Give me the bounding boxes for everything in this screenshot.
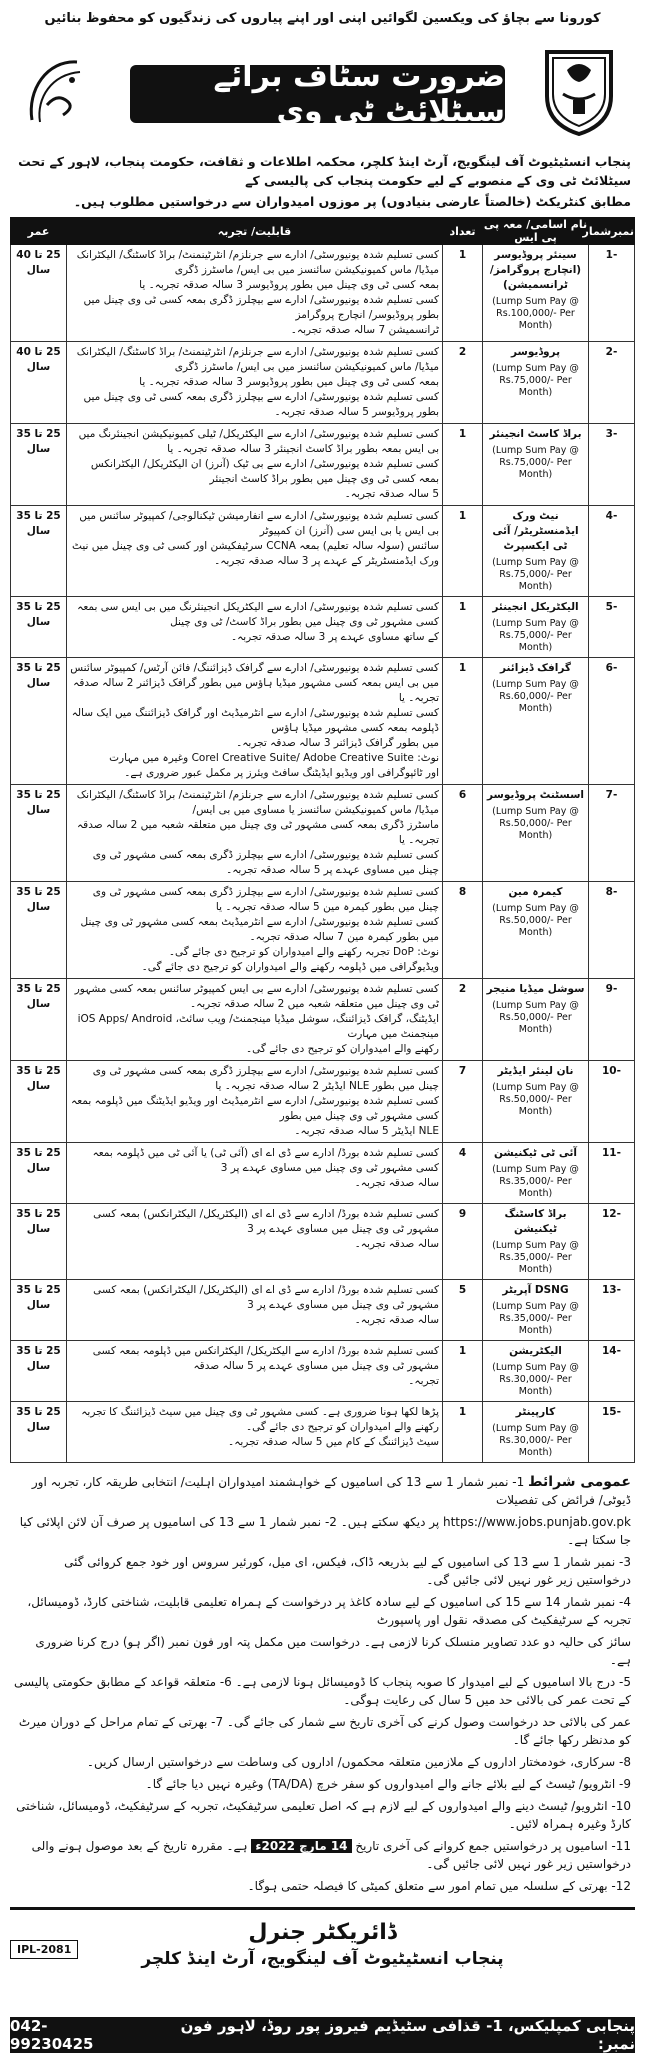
- deadline-date: 14 مارچ 2022ء: [251, 1839, 351, 1853]
- qualification-line: بمعہ کسی ٹی وی چینل میں بطور پروڈیوسر 3 سالہ صدقہ تجربہ۔ یا: [139, 279, 439, 291]
- table-row: [11, 1402, 635, 1463]
- cell-qualification: [67, 1280, 443, 1341]
- qualification-line: کسی تسلیم شدہ یونیورسٹی/ ادارے سے الیکٹریکل/ ٹیلی کمیونیکیشن انجینئرنگ میں بی ایس بمعہ بطور براڈ کاسٹ انجینئر 3 سالہ صدقہ تجربہ۔ یا: [78, 428, 439, 455]
- cell-count: 8: [443, 882, 483, 979]
- qualification-line: کسی تسلیم شدہ یونیورسٹی/ ادارے سے بیچلرز ڈگری بمعہ کسی مشہور ٹی وی چینل میں بطور NLE ایڈیٹر 2 سالہ صدقہ تجربہ۔ یا: [92, 1065, 439, 1092]
- cell-post: [483, 1061, 589, 1143]
- address-bar: [10, 2017, 635, 2053]
- cell-post: [483, 597, 589, 658]
- post-name: DSNG آپریٹر: [502, 1284, 569, 1296]
- header: [10, 30, 635, 150]
- post-pay: (Lump Sum Pay @ Rs.35,000/- Per Month): [492, 1164, 579, 1199]
- qualification-line: پڑھا لکھا ہونا ضروری ہے۔ کسی مشہور ٹی وی چینل میں سیٹ ڈیزائننگ کا تجربہ رکھنے والے امیدواران کو ترجیح دی جائے گی۔: [81, 1406, 439, 1433]
- cell-age: 25 تا 35 سال: [11, 424, 67, 506]
- intro-line: پنجاب انسٹیٹیوٹ آف لینگویج، آرٹ اینڈ کلچر، محکمہ اطلاعات و ثقافت، حکومت پنجاب، لاہور کے تحت سیٹلائٹ ٹی وی کے منصوبے کے لیے حکومت پنجاب کی پالیسی کے: [18, 154, 631, 188]
- cell-count: 1: [443, 1341, 483, 1402]
- cell-post: [483, 1402, 589, 1463]
- qualification-line: کسی تسلیم شدہ یونیورسٹی/ ادارے سے الیکٹریکل انجینئرنگ میں بی ایس سی بمعہ کسی مشہور ٹی وی چینل میں بطور براڈ کاسٹ/ ٹی وی چینل: [77, 601, 439, 628]
- cell-post: [483, 245, 589, 342]
- post-name: نیٹ ورک ایڈمنسٹریٹر/ آئی ٹی ایکسپرٹ: [492, 510, 579, 552]
- header-post: نام اسامی/ معہ پی پی ایس: [483, 218, 588, 244]
- general-conditions: [10, 1473, 635, 1895]
- post-name: براڈ کاسٹنگ ٹیکنیشن: [504, 1208, 567, 1235]
- deadline-prefix: 11- اسامیوں پر درخواستیں جمع کروانے کی آخری تاریخ: [355, 1839, 631, 1853]
- qualification-line: کسی تسلیم شدہ یونیورسٹی/ ادارے سے انٹرمیڈیٹ اور گرافک ڈیزائننگ میں ایک سالہ ڈپلومہ بمعہ کسی مشہور میڈیا ہاؤس: [71, 707, 439, 734]
- table-row: [11, 658, 635, 785]
- cell-qualification: [67, 785, 443, 882]
- cell-age: 25 تا 35 سال: [11, 979, 67, 1061]
- cell-no: -4: [589, 506, 635, 597]
- cell-count: 1: [443, 245, 483, 342]
- cell-no: -10: [589, 1061, 635, 1143]
- table-row: [11, 342, 635, 424]
- table-row: [11, 506, 635, 597]
- qualification-line: ٹرانسمیشن 7 سالہ صدقہ تجربہ۔: [290, 324, 439, 336]
- cell-post: [483, 424, 589, 506]
- general-heading: عمومی شرائط: [528, 1474, 631, 1490]
- qualification-line: کسی تسلیم شدہ بورڈ/ ادارے سے ڈی اے ای (آئی ٹی) یا آئی ٹی میں ڈپلومہ بمعہ کسی مشہور ٹی وی چینل میں مساوی عہدے پر 3: [92, 1147, 439, 1174]
- qualification-line: کسی تسلیم شدہ یونیورسٹی/ ادارے سے انٹرمیڈیٹ اور ویڈیو ایڈیٹنگ میں ڈپلومہ بمعہ کسی مشہور ٹی وی چینل میں بطور: [71, 1095, 439, 1122]
- qualification-line: کسی تسلیم شدہ یونیورسٹی/ ادارے سے بیچلرز ڈگری بمعہ کسی مشہور ٹی وی چینل میں بطور کیمرہ مین 5 سالہ صدقہ تجربہ۔ یا: [92, 886, 439, 913]
- table-row: [11, 1341, 635, 1402]
- qualification-line: ویڈیوگرافی میں ڈپلومہ رکھنے والے امیدواران کو ترجیح دی جائے گی۔: [141, 961, 439, 973]
- qualification-line: تجربہ۔: [408, 1375, 439, 1387]
- cell-age: 25 تا 35 سال: [11, 597, 67, 658]
- qualification-line: کسی تسلیم شدہ بورڈ/ ادارے سے ڈی اے ای (الیکٹریکل/ الیکٹرانکس) بمعہ کسی مشہور ٹی وی چینل میں مساوی عہدے پر 3: [93, 1208, 439, 1235]
- qualification-line: سالہ صدقہ تجربہ۔: [354, 1238, 439, 1250]
- cell-no: -13: [589, 1280, 635, 1341]
- post-name: الیکٹریکل انجینئر: [492, 601, 579, 613]
- post-pay: (Lump Sum Pay @ Rs.30,000/- Per Month): [492, 1362, 579, 1397]
- intro-line: مطابق کنٹریکٹ (خالصتاً عارضی بنیادوں) پر موزوں امیدواران سے درخواستیں مطلوب ہیں۔: [73, 194, 631, 209]
- header-qualification: قابلیت/ تجربہ: [67, 218, 443, 245]
- qualification-line: کسی تسلیم شدہ یونیورسٹی/ ادارے سے گرافک ڈیزائننگ/ فائن آرٹس/ کمپیوٹر سائنس میں بی ایس بمعہ کسی مشہور میڈیا ہاؤس میں بطور گرافک ڈیزائنر 2 سالہ صدقہ تجربہ۔ یا: [70, 662, 439, 704]
- post-pay: (Lump Sum Pay @ Rs.50,000/- Per Month): [492, 806, 579, 841]
- cell-qualification: [67, 1143, 443, 1204]
- general-item: 10- انٹرویو/ ٹیسٹ دینے والے امیدواروں کے لیے لازم ہے کہ اصل تعلیمی سرٹیفکیٹ، تجربہ کے سرٹیفکیٹ، ڈومیسائل، شناختی کارڈ وغیرہ ہمراہ لائیں۔: [16, 1799, 631, 1831]
- cell-age: 25 تا 35 سال: [11, 1061, 67, 1143]
- post-pay: (Lump Sum Pay @ Rs.50,000/- Per Month): [492, 903, 579, 938]
- cell-qualification: [67, 1341, 443, 1402]
- post-pay: (Lump Sum Pay @ Rs.50,000/- Per Month): [492, 1000, 579, 1035]
- post-name: سینئر پروڈیوسر (انچارج پروگرامز/ ٹرانسمیشن): [489, 249, 582, 291]
- cell-age: 25 تا 35 سال: [11, 658, 67, 785]
- post-name: کیمرہ مین: [508, 886, 563, 898]
- qualification-line: رکھنے والے امیدواران کو ترجیح دی جائے گی۔: [246, 1043, 439, 1055]
- cell-no: -2: [589, 342, 635, 424]
- qualification-line: کسی تسلیم شدہ بورڈ/ ادارے سے ڈی اے ای (الیکٹریکل/ الیکٹرانکس) بمعہ کسی مشہور ٹی وی چینل میں مساوی عہدے پر 3: [93, 1284, 439, 1311]
- qualification-line: بمعہ کسی ٹی وی چینل میں بطور پروڈیوسر 3 سالہ صدقہ تجربہ۔ یا: [139, 376, 439, 388]
- post-pay: (Lump Sum Pay @ Rs.75,000/- Per Month): [492, 363, 579, 398]
- post-name: کارپینٹر: [515, 1406, 556, 1418]
- qualification-line: سائنس (سولہ سالہ تعلیم) بمعہ CCNA سرٹیفکیشن اور کسی ٹی وی چینل میں نیٹ ورک ایڈمنسٹریٹر کے عہدے پر 3 سالہ صدقہ تجربہ۔: [72, 540, 439, 567]
- qualification-line: میں بطور گرافک ڈیزائنر 3 سالہ صدقہ تجربہ۔: [236, 737, 439, 749]
- cell-no: -6: [589, 658, 635, 785]
- qualification-line: کسی تسلیم شدہ یونیورسٹی/ ادارے سے انفارمیشن ٹیکنالوجی/ کمپیوٹر سائنس میں بی ایس یا بی ایس سی (آنرز) ان کمپیوٹر: [79, 510, 439, 537]
- cell-age: 25 تا 35 سال: [11, 1143, 67, 1204]
- qualification-line: کسی تسلیم شدہ یونیورسٹی/ ادارے سے انٹرمیڈیٹ بمعہ کسی مشہور ٹی وی چینل میں بطور کیمرہ مین 7 سالہ صدقہ تجربہ۔: [80, 916, 439, 943]
- cell-count: 1: [443, 424, 483, 506]
- cell-qualification: [67, 245, 443, 342]
- table-row: [11, 597, 635, 658]
- cell-no: -8: [589, 882, 635, 979]
- qualification-line: ایڈیٹنگ، گرافک ڈیزائننگ، سوشل میڈیا مینجمنٹ/ ویب سائٹ، iOS Apps/ Android مینجمنٹ میں مہارت: [77, 1013, 439, 1040]
- punjab-government-seal-icon: [537, 40, 621, 136]
- cell-post: [483, 1204, 589, 1280]
- general-item: 8- سرکاری، خودمختار اداروں کے ملازمین متعلقہ محکموں/ اداروں کی وساطت سے درخواستیں ارسال کریں۔: [86, 1755, 631, 1769]
- cell-post: [483, 1341, 589, 1402]
- cell-qualification: [67, 424, 443, 506]
- post-pay: (Lump Sum Pay @ Rs.75,000/- Per Month): [492, 557, 579, 592]
- table-row: [11, 785, 635, 882]
- qualification-line: سالہ صدقہ تجربہ۔: [354, 1314, 439, 1326]
- cell-count: 1: [443, 506, 483, 597]
- table-row: [11, 1143, 635, 1204]
- qualification-line: کسی تسلیم شدہ بورڈ/ ادارے سے الیکٹریکل/ الیکٹرانکس میں ڈپلومہ بمعہ کسی مشہور ٹی وی چینل میں مساوی عہدے پر 5 سالہ صدقہ: [92, 1345, 439, 1372]
- qualification-line: کسی تسلیم شدہ یونیورسٹی/ ادارے سے جرنلزم/ انٹرٹینمنٹ/ براڈ کاسٹنگ/ الیکٹرانک میڈیا/ ماس کمیونیکیشن سائنسز یا مساوی میں بی ایس/: [76, 789, 439, 816]
- cell-no: -5: [589, 597, 635, 658]
- table-row: [11, 1280, 635, 1341]
- cell-qualification: [67, 1204, 443, 1280]
- post-name: سوشل میڈیا منیجر: [486, 983, 585, 995]
- general-item: 9- انٹرویو/ ٹیسٹ کے لیے بلائے جانے والے امیدواروں کو سفر خرچ (TA/DA) وغیرہ نہیں دیا جائے گا۔: [145, 1777, 631, 1791]
- pilac-logo-icon: [22, 50, 92, 130]
- cell-no: -7: [589, 785, 635, 882]
- institute-name: پنجاب انسٹیٹیوٹ آف لینگویج، آرٹ اینڈ کلچر: [141, 1949, 504, 1969]
- cell-age: 25 تا 35 سال: [11, 506, 67, 597]
- post-name: الیکٹریشن: [509, 1345, 562, 1357]
- post-name: پروڈیوسر: [510, 346, 561, 358]
- cell-age: 25 تا 35 سال: [11, 1402, 67, 1463]
- post-name: گرافک ڈیزائنر: [499, 662, 572, 674]
- cell-post: [483, 342, 589, 424]
- jobs-table-body: [11, 245, 635, 1463]
- covid-banner: کورونا سے بچاؤ کی ویکسین لگوائیں اپنی اور اپنے پیاروں کی زندگیوں کو محفوظ بنائیں: [44, 11, 601, 26]
- cell-post: [483, 658, 589, 785]
- cell-count: 1: [443, 597, 483, 658]
- cell-count: 5: [443, 1280, 483, 1341]
- jobs-table: [10, 217, 635, 1463]
- qualification-line: کسی تسلیم شدہ یونیورسٹی/ ادارے سے جرنلزم/ انٹرٹینمنٹ/ براڈ کاسٹنگ/ الیکٹرانک میڈیا/ ماس کمیونیکیشن سائنسز میں بی ایس/ ماسٹرز ڈگری: [76, 249, 439, 276]
- qualification-line: 5 سالہ صدقہ تجربہ۔: [344, 488, 439, 500]
- cell-post: [483, 506, 589, 597]
- cell-age: 25 تا 40 سال: [11, 342, 67, 424]
- table-row: [11, 424, 635, 506]
- post-name: آئی ٹی ٹیکنیشن: [493, 1147, 578, 1159]
- cell-no: -14: [589, 1341, 635, 1402]
- cell-count: 6: [443, 785, 483, 882]
- general-item: 5- درج بالا اسامیوں کے لیے امیدوار کا صوبہ پنجاب کا ڈومیسائل ہونا لازمی ہے۔ 6- متعلقہ قواعد کے مطابق حکومتی پالیسی کے تحت عمر کی بالائی حد میں 5 سال کی رعایت ہوگی۔: [14, 1675, 631, 1707]
- header-age: عمر: [11, 218, 67, 245]
- cell-post: [483, 979, 589, 1061]
- phone-number: 042-99230425: [10, 2017, 94, 2053]
- cell-no: -15: [589, 1402, 635, 1463]
- general-item: 3- نمبر شمار 1 سے 13 کی اسامیوں کے لیے بذریعہ ڈاک، فیکس، ای میل، کورئیر سروس اور خود جمع کروائی گئی درخواستیں زیر غور نہیں لائی جائیں گی۔: [64, 1555, 631, 1587]
- cell-qualification: [67, 1402, 443, 1463]
- header-no: نمبرشمار: [589, 218, 635, 245]
- post-pay: (Lump Sum Pay @ Rs.50,000/- Per Month): [492, 1082, 579, 1117]
- cell-age: 25 تا 35 سال: [11, 1204, 67, 1280]
- cell-no: -12: [589, 1204, 635, 1280]
- post-pay: (Lump Sum Pay @ Rs.75,000/- Per Month): [492, 618, 579, 653]
- qualification-line: کے ساتھ مساوی عہدے پر 3 سالہ صدقہ تجربہ۔: [230, 631, 439, 643]
- post-pay: (Lump Sum Pay @ Rs.100,000/- Per Month): [492, 296, 579, 331]
- general-item: سائز کی حالیہ دو عدد تصاویر منسلک کرنا لازمی ہے۔ درخواست میں مکمل پتہ اور فون نمبر (اگر ہو) درج کرنا ضروری ہے۔: [35, 1635, 631, 1667]
- qualification-line: کسی تسلیم شدہ یونیورسٹی/ ادارے سے بیچلرز ڈگری بمعہ کسی ٹی وی چینل میں بطور پروڈیوسر 5 سالہ صدقہ تجربہ۔: [83, 391, 439, 418]
- cell-count: 2: [443, 979, 483, 1061]
- address-text: پنجابی کمپلیکس، 1- قذافی سٹیڈیم فیروز پور روڈ، لاہور فون نمبر:: [180, 2017, 635, 2053]
- page-title: ضرورت سٹاف برائے سیٹلائٹ ٹی وی: [130, 65, 505, 123]
- cell-post: [483, 1280, 589, 1341]
- table-row: [11, 882, 635, 979]
- qualification-line: کسی تسلیم شدہ یونیورسٹی/ ادارے سے بی ایس کمپیوٹر سائنس بمعہ کسی مشہور ٹی وی چینل میں متعلقہ شعبہ میں 2 سالہ صدقہ تجربہ۔: [74, 983, 439, 1010]
- cell-qualification: [67, 979, 443, 1061]
- cell-count: 7: [443, 1061, 483, 1143]
- table-row: [11, 979, 635, 1061]
- cell-qualification: [67, 506, 443, 597]
- cell-age: 25 تا 35 سال: [11, 785, 67, 882]
- designation: ڈائریکٹر جنرل: [248, 1920, 397, 1945]
- general-item: https://www.jobs.punjab.gov.pk پر دیکھ سکتے ہیں۔ 2- نمبر شمار 1 سے 13 کی اسامیوں پر صرف آن لائن اپلائی کیا جا سکتا ہے۔: [19, 1515, 631, 1547]
- qualification-line: نوٹ: Corel Creative Suite/ Adobe Creative Suite وغیرہ میں مہارت: [109, 752, 439, 764]
- post-name: براڈ کاسٹ انجینئر: [489, 428, 582, 440]
- general-item-text: 1- نمبر شمار 1 سے 13 کی اسامیوں کے خواہشمند امیدواران اہلیت/ انتخابی طریقہ کار، تجربہ اور ڈیوٹی/ فرائض کی تفصیلات: [31, 1475, 631, 1507]
- qualification-line: کسی تسلیم شدہ یونیورسٹی/ ادارے سے بیچلرز ڈگری بمعہ کسی ٹی وی چینل میں بطور پروڈیوسر/ انچارج پروگرامز: [83, 294, 439, 321]
- cell-age: 25 تا 35 سال: [11, 1341, 67, 1402]
- cell-age: 25 تا 35 سال: [11, 882, 67, 979]
- table-row: [11, 245, 635, 342]
- cell-count: 9: [443, 1204, 483, 1280]
- qualification-line: کسی تسلیم شدہ یونیورسٹی/ ادارے سے بی ٹیک (آنرز) ان الیکٹریکل/ الیکٹرانکس بمعہ کسی ٹی وی چینل میں بطور براڈ کاسٹ انجینئر: [90, 458, 439, 485]
- general-item: 4- نمبر شمار 14 سے 15 کی اسامیوں کے لیے سادہ کاغذ پر درخواست کے ہمراہ تعلیمی قابلیت، شناختی کارڈ، ڈومیسائل، تجربہ کے سرٹیفکیٹ کی مصدقہ نقول اور پاسپورٹ: [27, 1595, 631, 1627]
- deadline-suffix: ہے۔ مقررہ تاریخ کے بعد موصول ہونے والی درخواستیں زیر غور نہیں لائی جائیں گی۔: [31, 1839, 631, 1871]
- cell-count: 2: [443, 342, 483, 424]
- cell-age: 25 تا 35 سال: [11, 1280, 67, 1341]
- cell-age: 25 تا 40 سال: [11, 245, 67, 342]
- qualification-line: سیٹ ڈیزائننگ کے کام میں 5 سالہ صدقہ تجربہ۔: [228, 1436, 439, 1448]
- post-name: نان لینئر ایڈیٹر: [497, 1065, 574, 1077]
- post-pay: (Lump Sum Pay @ Rs.35,000/- Per Month): [492, 1301, 579, 1336]
- post-pay: (Lump Sum Pay @ Rs.35,000/- Per Month): [492, 1240, 579, 1275]
- cell-no: -3: [589, 424, 635, 506]
- qualification-line: نوٹ: DoP تجربہ رکھنے والے امیدواران کو ترجیح دی جائے گی۔: [168, 946, 439, 958]
- general-item: 12- بھرتی کے سلسلہ میں تمام امور سے متعلق کمیٹی کا فیصلہ حتمی ہوگا۔: [247, 1879, 631, 1893]
- ipl-code: IPL-2081: [10, 1940, 78, 1959]
- qualification-line: سالہ صدقہ تجربہ۔: [354, 1177, 439, 1189]
- qualification-line: NLE ایڈیٹر 5 سالہ صدقہ تجربہ۔: [294, 1125, 439, 1137]
- post-pay: (Lump Sum Pay @ Rs.75,000/- Per Month): [492, 445, 579, 480]
- cell-post: [483, 882, 589, 979]
- post-name: اسسٹنٹ پروڈیوسر: [486, 789, 584, 801]
- cell-qualification: [67, 658, 443, 785]
- general-item: [14, 1473, 631, 1509]
- footer: [10, 1907, 635, 2059]
- cell-post: [483, 1143, 589, 1204]
- table-header-row: [11, 218, 635, 245]
- qualification-line: کسی تسلیم شدہ یونیورسٹی/ ادارے سے جرنلزم/ انٹرٹینمنٹ/ براڈ کاسٹنگ/ الیکٹرانک میڈیا/ ماس کمیونیکیشن سائنسز میں بی ایس/ ماسٹرز ڈگری: [76, 346, 439, 373]
- qualification-line: اور ٹائپوگرافی اور ویڈیو ایڈیٹنگ سافٹ ویئرز پر مکمل عبور ضروری ہے۔: [124, 767, 439, 779]
- general-item: عمر کی بالائی حد درخواست وصول کرنے کی آخری تاریخ سے شمار کی جائے گی۔ 7- بھرتی کے تمام مراحل کے دوران میرٹ کو مدنظر رکھا جائے گا۔: [18, 1715, 631, 1747]
- header-count: تعداد: [443, 218, 483, 245]
- cell-qualification: [67, 342, 443, 424]
- cell-qualification: [67, 1061, 443, 1143]
- cell-no: -9: [589, 979, 635, 1061]
- cell-no: -1: [589, 245, 635, 342]
- general-item-deadline: [14, 1837, 631, 1873]
- cell-qualification: [67, 882, 443, 979]
- cell-count: 1: [443, 658, 483, 785]
- cell-count: 4: [443, 1143, 483, 1204]
- cell-qualification: [67, 597, 443, 658]
- cell-no: -11: [589, 1143, 635, 1204]
- post-pay: (Lump Sum Pay @ Rs.30,000/- Per Month): [492, 1423, 579, 1458]
- qualification-line: ماسٹرز ڈگری بمعہ کسی مشہور ٹی وی چینل میں متعلقہ شعبہ میں 2 سالہ صدقہ تجربہ۔ یا: [77, 819, 439, 846]
- cell-post: [483, 785, 589, 882]
- cell-count: 1: [443, 1402, 483, 1463]
- qualification-line: کسی تسلیم شدہ یونیورسٹی/ ادارے سے بیچلرز ڈگری بمعہ کسی مشہور ٹی وی چینل میں مساوی عہدے پر 5 سالہ صدقہ تجربہ۔: [92, 849, 439, 876]
- post-pay: (Lump Sum Pay @ Rs.60,000/- Per Month): [492, 679, 579, 714]
- table-row: [11, 1061, 635, 1143]
- table-row: [11, 1204, 635, 1280]
- intro: [10, 152, 635, 211]
